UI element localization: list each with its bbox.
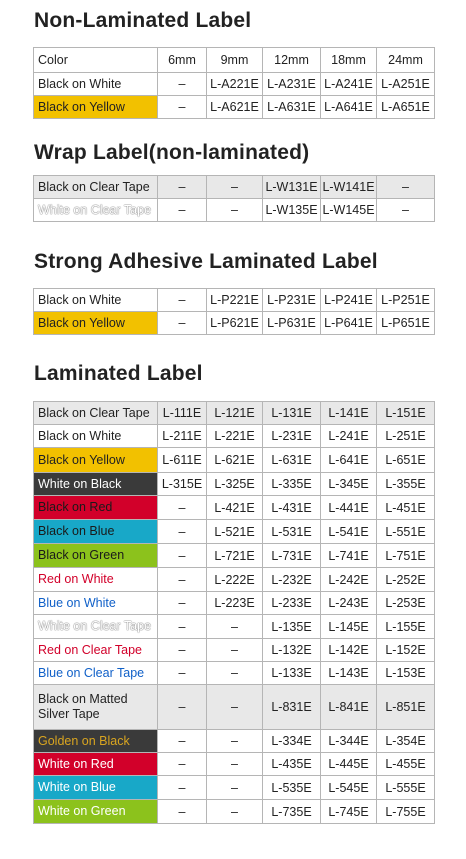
model-code-cell: L-545E: [321, 776, 377, 800]
section-title-strong-adhesive: Strong Adhesive Laminated Label: [34, 250, 378, 273]
wrap-rows: [34, 176, 435, 222]
model-code-cell: L-745E: [321, 800, 377, 824]
table-row: [34, 753, 435, 776]
model-code-cell: L-541E: [321, 520, 377, 544]
color-label: White on Blue: [34, 776, 158, 800]
model-code-cell: –: [158, 639, 207, 662]
model-code-cell: L-651E: [377, 448, 435, 473]
model-code-cell: L-325E: [207, 473, 263, 496]
model-code-cell: L-P651E: [377, 312, 435, 335]
color-label: Black on Clear Tape: [34, 176, 158, 199]
strong-adhesive-rows: [34, 289, 435, 335]
color-label: White on Green: [34, 800, 158, 824]
color-label: Black on White: [34, 289, 158, 312]
table-row: [34, 568, 435, 592]
non-laminated-rows: [34, 73, 435, 119]
table-row: [34, 473, 435, 496]
model-code-cell: L-631E: [263, 448, 321, 473]
model-code-cell: L-P641E: [321, 312, 377, 335]
model-code-cell: –: [377, 199, 435, 222]
color-label: White on Black: [34, 473, 158, 496]
strong-adhesive-table: [33, 288, 435, 335]
table-row: [34, 289, 435, 312]
model-code-cell: L-145E: [321, 615, 377, 639]
model-code-cell: L-231E: [263, 425, 321, 448]
model-code-cell: –: [158, 615, 207, 639]
model-code-cell: L-155E: [377, 615, 435, 639]
model-code-cell: L-P251E: [377, 289, 435, 312]
model-code-cell: L-841E: [321, 685, 377, 730]
model-code-cell: L-232E: [263, 568, 321, 592]
header-9mm: 9mm: [207, 48, 263, 73]
header-24mm: 24mm: [377, 48, 435, 73]
color-label: Black on Yellow: [34, 448, 158, 473]
model-code-cell: L-142E: [321, 639, 377, 662]
section-title-laminated: Laminated Label: [34, 362, 203, 385]
model-code-cell: –: [207, 800, 263, 824]
color-label: Black on White: [34, 425, 158, 448]
model-code-cell: L-551E: [377, 520, 435, 544]
model-code-cell: L-315E: [158, 473, 207, 496]
model-code-cell: –: [207, 662, 263, 685]
color-label: Golden on Black: [34, 730, 158, 753]
header-color: Color: [34, 48, 158, 73]
table-row: [34, 730, 435, 753]
model-code-cell: L-751E: [377, 544, 435, 568]
table-row: [34, 176, 435, 199]
section-title-non-laminated: Non-Laminated Label: [34, 9, 252, 32]
color-label: Black on Red: [34, 496, 158, 520]
section-title-wrap: Wrap Label(non-laminated): [34, 141, 310, 164]
model-code-cell: L-W145E: [321, 199, 377, 222]
color-label: Black on Yellow: [34, 96, 158, 119]
model-code-cell: L-111E: [158, 402, 207, 425]
model-code-cell: L-211E: [158, 425, 207, 448]
model-code-cell: L-335E: [263, 473, 321, 496]
model-code-cell: L-243E: [321, 592, 377, 615]
color-label: Blue on Clear Tape: [34, 662, 158, 685]
model-code-cell: L-141E: [321, 402, 377, 425]
table-row: [34, 615, 435, 639]
model-code-cell: –: [158, 800, 207, 824]
model-code-cell: L-133E: [263, 662, 321, 685]
model-code-cell: L-A251E: [377, 73, 435, 96]
model-code-cell: –: [158, 312, 207, 335]
model-code-cell: –: [207, 776, 263, 800]
model-code-cell: L-731E: [263, 544, 321, 568]
model-code-cell: L-P621E: [207, 312, 263, 335]
model-code-cell: L-431E: [263, 496, 321, 520]
model-code-cell: –: [158, 496, 207, 520]
model-code-cell: L-755E: [377, 800, 435, 824]
model-code-cell: L-131E: [263, 402, 321, 425]
model-code-cell: L-143E: [321, 662, 377, 685]
model-code-cell: L-435E: [263, 753, 321, 776]
model-code-cell: L-A221E: [207, 73, 263, 96]
color-label: Black on Matted Silver Tape: [34, 685, 158, 730]
model-code-cell: L-A231E: [263, 73, 321, 96]
model-code-cell: L-252E: [377, 568, 435, 592]
model-code-cell: L-621E: [207, 448, 263, 473]
model-code-cell: –: [158, 176, 207, 199]
model-code-cell: L-223E: [207, 592, 263, 615]
color-label: Red on Clear Tape: [34, 639, 158, 662]
model-code-cell: L-735E: [263, 800, 321, 824]
model-code-cell: L-641E: [321, 448, 377, 473]
model-code-cell: –: [207, 176, 263, 199]
model-code-cell: L-W141E: [321, 176, 377, 199]
model-code-cell: L-221E: [207, 425, 263, 448]
table-row: [34, 199, 435, 222]
table-row: [34, 685, 435, 730]
model-code-cell: L-355E: [377, 473, 435, 496]
model-code-cell: L-521E: [207, 520, 263, 544]
model-code-cell: L-345E: [321, 473, 377, 496]
model-code-cell: L-441E: [321, 496, 377, 520]
model-code-cell: L-455E: [377, 753, 435, 776]
model-code-cell: –: [158, 73, 207, 96]
table-row: [34, 448, 435, 473]
model-code-cell: L-354E: [377, 730, 435, 753]
model-code-cell: –: [158, 776, 207, 800]
non-laminated-table: [33, 47, 435, 119]
table-row: [34, 96, 435, 119]
model-code-cell: L-344E: [321, 730, 377, 753]
model-code-cell: –: [207, 730, 263, 753]
color-label: Black on Green: [34, 544, 158, 568]
table-row: [34, 425, 435, 448]
color-label: Black on Yellow: [34, 312, 158, 335]
model-code-cell: –: [158, 520, 207, 544]
header-18mm: 18mm: [321, 48, 377, 73]
model-code-cell: L-W135E: [263, 199, 321, 222]
model-code-cell: L-555E: [377, 776, 435, 800]
model-code-cell: L-445E: [321, 753, 377, 776]
model-code-cell: –: [207, 199, 263, 222]
model-code-cell: L-831E: [263, 685, 321, 730]
model-code-cell: L-P631E: [263, 312, 321, 335]
model-code-cell: –: [158, 199, 207, 222]
model-code-cell: L-135E: [263, 615, 321, 639]
model-code-cell: L-251E: [377, 425, 435, 448]
model-code-cell: L-A641E: [321, 96, 377, 119]
model-code-cell: –: [158, 753, 207, 776]
laminated-table: [33, 401, 435, 824]
laminated-rows: [34, 402, 435, 824]
model-code-cell: L-132E: [263, 639, 321, 662]
model-code-cell: –: [207, 615, 263, 639]
model-code-cell: –: [158, 592, 207, 615]
color-label: Black on White: [34, 73, 158, 96]
model-code-cell: L-W131E: [263, 176, 321, 199]
model-code-cell: L-151E: [377, 402, 435, 425]
model-code-cell: –: [158, 730, 207, 753]
model-code-cell: L-153E: [377, 662, 435, 685]
model-code-cell: –: [158, 96, 207, 119]
header-12mm: 12mm: [263, 48, 321, 73]
model-code-cell: L-233E: [263, 592, 321, 615]
model-code-cell: L-531E: [263, 520, 321, 544]
model-code-cell: L-851E: [377, 685, 435, 730]
color-label: Blue on White: [34, 592, 158, 615]
model-code-cell: L-A621E: [207, 96, 263, 119]
table-row: [34, 73, 435, 96]
model-code-cell: L-241E: [321, 425, 377, 448]
model-code-cell: L-421E: [207, 496, 263, 520]
model-code-cell: L-611E: [158, 448, 207, 473]
model-code-cell: L-451E: [377, 496, 435, 520]
model-code-cell: L-P241E: [321, 289, 377, 312]
model-code-cell: L-121E: [207, 402, 263, 425]
model-code-cell: L-535E: [263, 776, 321, 800]
model-code-cell: –: [158, 544, 207, 568]
model-code-cell: L-P221E: [207, 289, 263, 312]
model-code-cell: –: [207, 753, 263, 776]
model-code-cell: L-222E: [207, 568, 263, 592]
model-code-cell: –: [158, 289, 207, 312]
color-label: White on Clear Tape: [34, 199, 158, 222]
model-code-cell: –: [207, 639, 263, 662]
model-code-cell: L-741E: [321, 544, 377, 568]
wrap-table: [33, 175, 435, 222]
table-row: [34, 662, 435, 685]
table-row: [34, 639, 435, 662]
model-code-cell: –: [158, 568, 207, 592]
color-label: Black on Clear Tape: [34, 402, 158, 425]
model-code-cell: –: [207, 685, 263, 730]
model-code-cell: L-334E: [263, 730, 321, 753]
model-code-cell: L-721E: [207, 544, 263, 568]
color-label: White on Clear Tape: [34, 615, 158, 639]
table-row: [34, 496, 435, 520]
model-code-cell: L-152E: [377, 639, 435, 662]
table-row: [34, 520, 435, 544]
header-6mm: 6mm: [158, 48, 207, 73]
model-code-cell: L-253E: [377, 592, 435, 615]
table-row: [34, 776, 435, 800]
model-code-cell: –: [158, 685, 207, 730]
model-code-cell: L-A631E: [263, 96, 321, 119]
color-label: Black on Blue: [34, 520, 158, 544]
table-row: [34, 544, 435, 568]
color-label: White on Red: [34, 753, 158, 776]
model-code-cell: L-A241E: [321, 73, 377, 96]
model-code-cell: L-P231E: [263, 289, 321, 312]
table-row: [34, 402, 435, 425]
model-code-cell: L-A651E: [377, 96, 435, 119]
color-label: Red on White: [34, 568, 158, 592]
table-row: [34, 592, 435, 615]
model-code-cell: –: [158, 662, 207, 685]
model-code-cell: –: [377, 176, 435, 199]
table-row: [34, 800, 435, 824]
table-row: [34, 312, 435, 335]
model-code-cell: L-242E: [321, 568, 377, 592]
header-row: [34, 48, 435, 73]
